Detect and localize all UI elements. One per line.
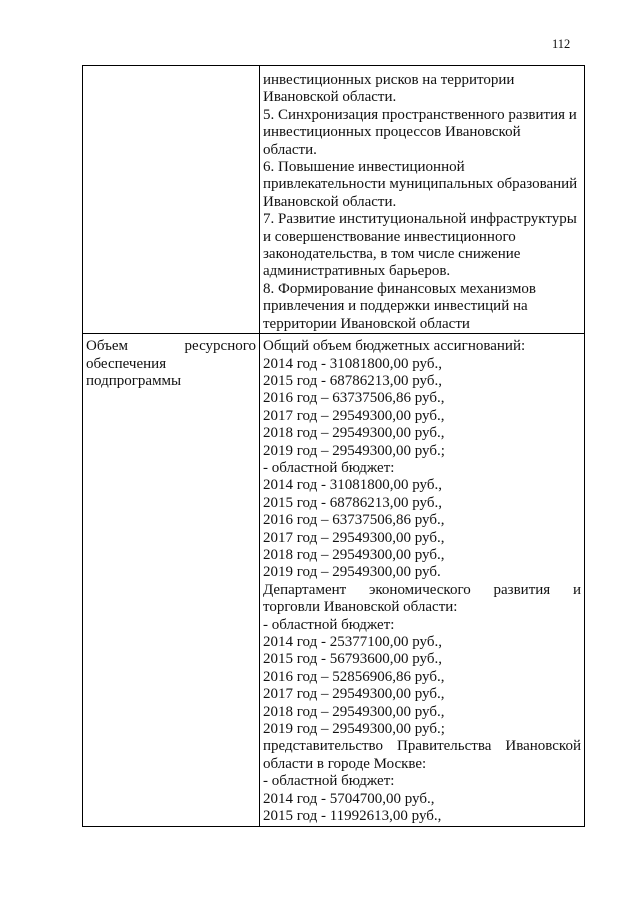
text-line: 2014 год - 5704700,00 руб., [263,790,435,807]
row1-right-cell [260,66,585,334]
text-line: 2016 год – 52856906,86 руб., [263,668,445,685]
text-line: 2018 год – 29549300,00 руб., [263,546,445,563]
text-line: области. [263,141,317,158]
passport-table [82,65,585,827]
text-line: - областной бюджет: [263,459,395,476]
text-line: 8. Формирование финансовых механизмов [263,280,536,297]
row1-left-cell [83,66,260,334]
objectives-text [260,66,584,333]
text-line: подпрограммы [86,372,182,389]
text-line: торговли Ивановской области: [263,599,458,616]
text-line: 5. Синхронизация пространственного развития и [263,106,577,123]
text-line: 2014 год - 31081800,00 руб., [263,355,442,372]
text-line: 2016 год – 63737506,86 руб., [263,512,445,529]
text-line: 2015 год - 68786213,00 руб., [263,494,442,511]
resources-label [83,334,259,390]
text-line: области в городе Москве: [263,755,427,772]
text-line: привлекательности муниципальных образований [263,176,578,193]
text-line: - областной бюджет: [263,773,395,790]
text-line: Общий объем бюджетных ассигнований: [263,338,526,355]
text-line: 2015 год - 56793600,00 руб., [263,651,442,668]
text-line: Ивановской области. [263,89,397,106]
text-line: административных барьеров. [263,263,451,280]
text-line: 2015 год - 11992613,00 руб., [263,808,442,825]
text-line: 2014 год - 31081800,00 руб., [263,477,442,494]
text-line: Ивановской области. [263,193,397,210]
resources-text [260,334,584,825]
text-line: 6. Повышение инвестиционной [263,159,465,176]
text-line: и совершенствование инвестиционного [263,228,516,245]
text-line: обеспечения [86,355,167,372]
text-line: 2014 год - 25377100,00 руб., [263,634,442,650]
text-line: - областной бюджет: [263,616,395,633]
text-line: 2018 год – 29549300,00 руб., [263,703,445,720]
page-number: 112 [552,37,571,51]
text-line: 2018 год – 29549300,00 руб., [263,425,445,442]
text-line: 2019 год – 29549300,00 руб.; [263,721,445,738]
table-row-resources [83,334,585,827]
row2-right-cell [260,334,585,827]
text-line: 2015 год - 68786213,00 руб., [263,372,442,389]
text-line: Департамент экономического развития и [263,581,581,598]
text-line: 2019 год – 29549300,00 руб.; [263,442,445,459]
text-line: инвестиционных рисков на территории [263,72,515,88]
text-line: 2017 год – 29549300,00 руб., [263,407,445,424]
text-line: 2016 год – 63737506,86 руб., [263,390,445,407]
text-line: представительство Правительства Ивановской [263,738,581,755]
text-line: 2017 год – 29549300,00 руб., [263,686,445,703]
text-line: 2019 год – 29549300,00 руб. [263,564,441,581]
text-line: привлечения и поддержки инвестиций на [263,298,528,315]
table-row-objectives [83,66,585,334]
text-line: 2017 год – 29549300,00 руб., [263,529,445,546]
row2-left-cell [83,334,260,827]
text-line: 7. Развитие институциональной инфраструктуры [263,211,577,228]
text-line: Объем ресурсного [86,338,256,355]
text-line: инвестиционных процессов Ивановской [263,124,521,141]
text-line: территории Ивановской области [263,315,470,332]
text-line: законодательства, в том числе снижение [263,246,521,263]
